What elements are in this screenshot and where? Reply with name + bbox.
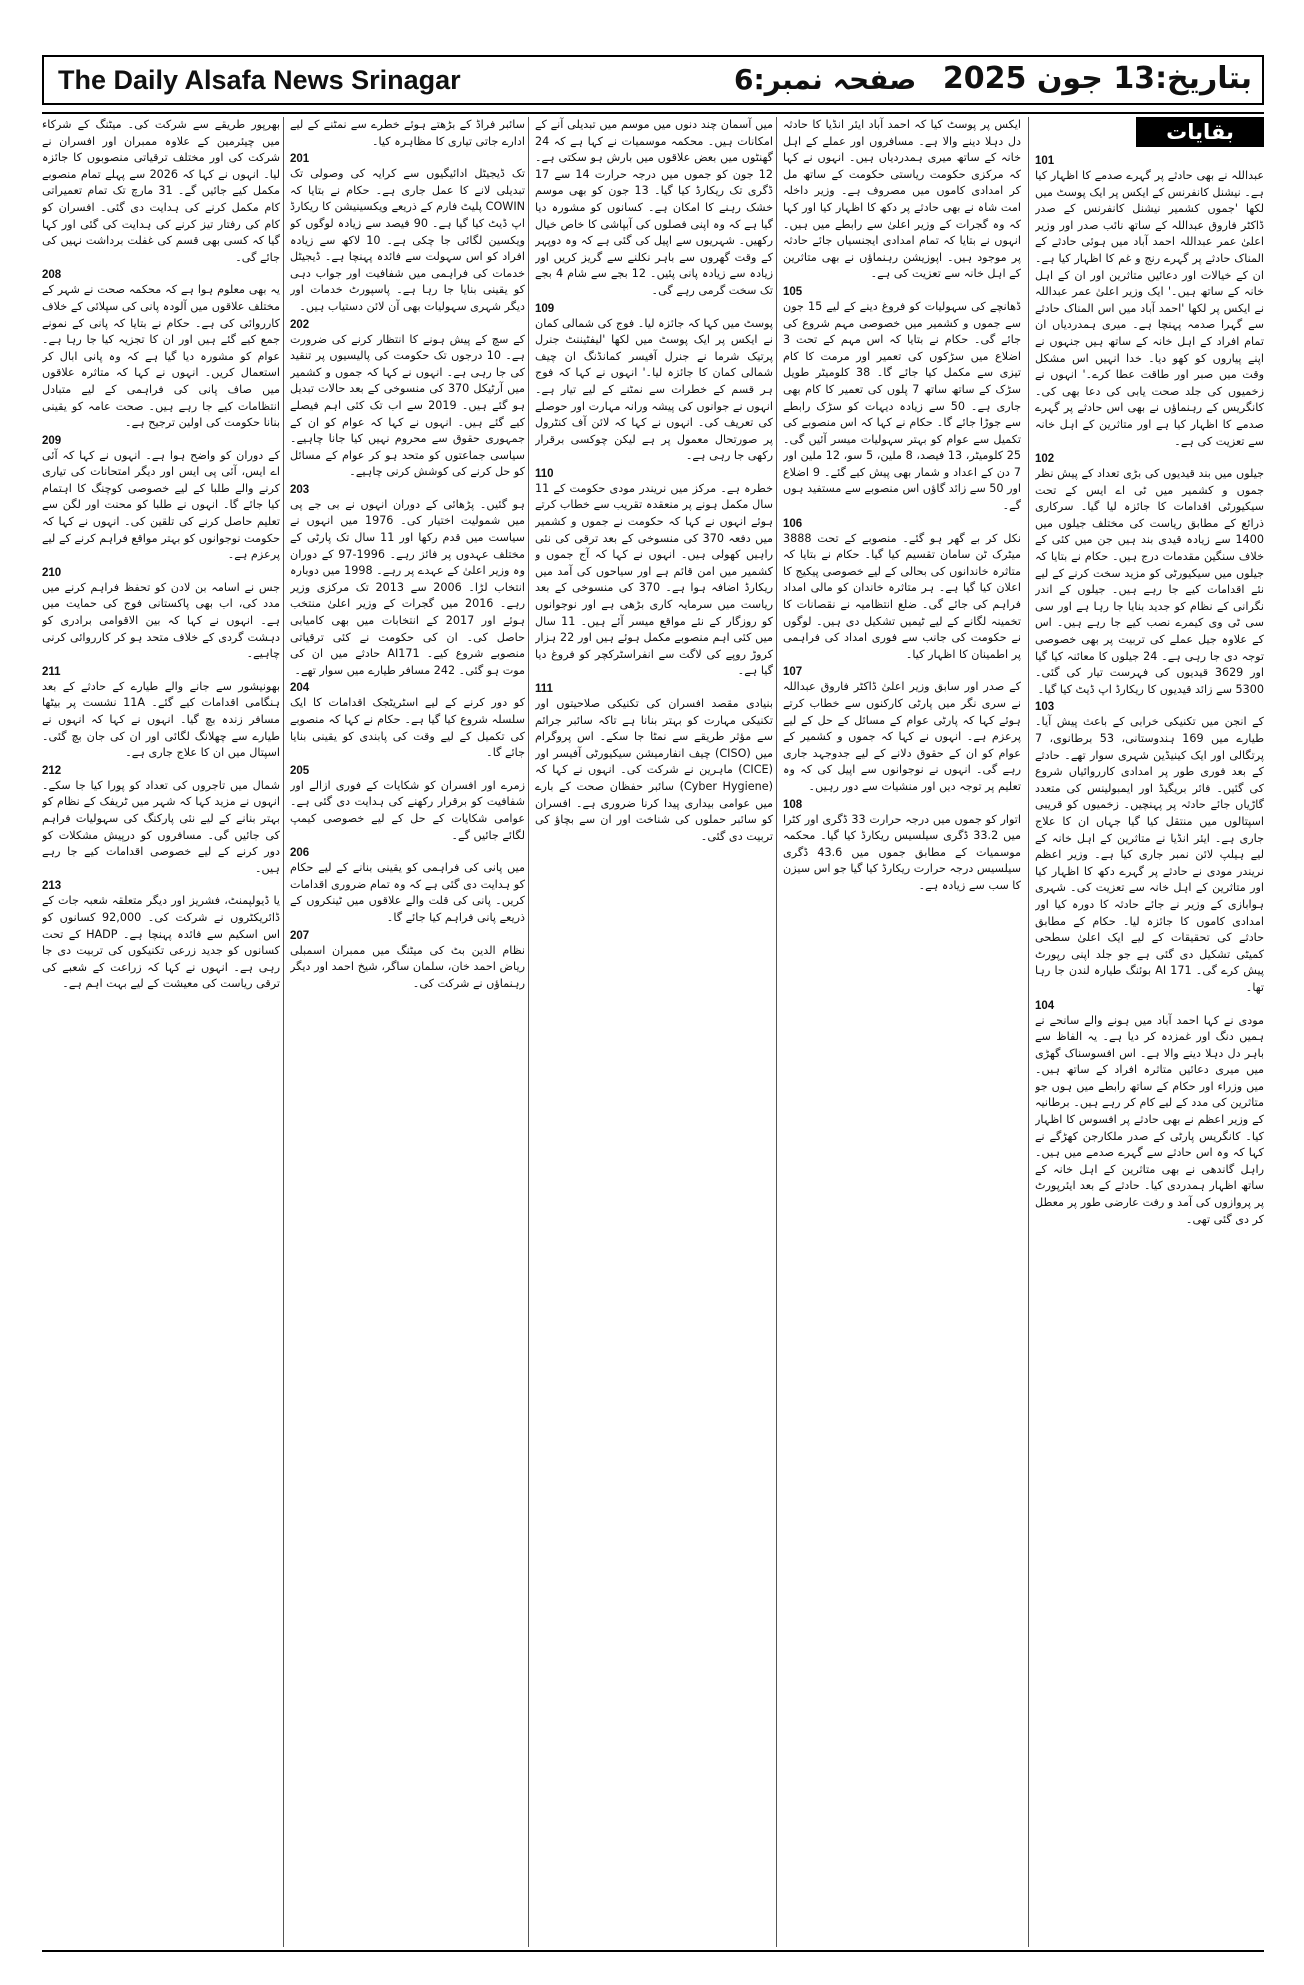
news-column-1 <box>1035 152 1264 1947</box>
issue-date: بتاریخ:13 جون 2025 <box>942 61 1252 96</box>
story-text: کے صدر اور سابق وزیر اعلیٰ ڈاکٹر فاروق عبداللہ نے سری نگر میں پارٹی کارکنوں سے خطاب کرتے ہوئے کہا کہ پارٹی عوام کے مسائل کے حل کے لیے پرعزم ہے۔ انہوں نے کہا کہ جموں و کشمیر کے عوام کو ان کے حقوق دلانے کے لیے جدوجہد جاری رہے گی۔ انہوں نے نوجوانوں سے اپیل کی کہ وہ تعلیم پر توجہ دیں اور منشیات سے دور رہیں۔ <box>783 680 1021 793</box>
story-number: 102 <box>1035 453 1055 466</box>
story-text: کے سچ کے پیش ہونے کا انتظار کرنے کی ضرورت ہے۔ 10 درجوں تک حکومت کی پالیسیوں پر تنقید کی جا رہی ہے۔ انہوں نے کہا کہ جموں و کشمیر میں آرٹیکل 370 کی منسوخی کے بعد حالات تبدیل ہو گئے ہیں۔ 2019 سے اب تک کئی اہم فیصلے کیے گئے ہیں۔ انہوں نے کہا کہ عوام کو ان کے جمہوری حقوق سے محروم نہیں کیا جانا چاہیے۔ سیاسی جماعتوں کو متحد ہو کر عوام کے مسائل کو حل کرنے کی کوشش کرنی چاہیے۔ <box>290 332 525 479</box>
newspaper-header <box>42 55 1264 105</box>
story-text: پوسٹ میں کہا کہ جائزہ لیا۔ فوج کی شمالی کمان نے ایکس پر ایک پوسٹ میں لکھا 'لیفٹیننٹ جنرل پرتیک شرما نے جنرل آفیسر کمانڈنگ ان چیف شمالی کمان کا جائزہ لیا۔' انہوں نے کہا کہ فوج ہر قسم کے خطرات سے نمٹنے کے لیے تیار ہے۔ انہوں نے جوانوں کی پیشہ ورانہ مہارت اور حوصلے کی تعریف کی۔ انہوں نے کہا کہ لائن آف کنٹرول پر صورتحال معمول پر ہے لیکن چوکسی برقرار رکھی جا رہی ہے۔ <box>535 316 773 463</box>
news-column-4 <box>290 117 525 1947</box>
bottom-rule <box>42 1950 1264 1952</box>
section-title: بقایات <box>1136 117 1264 147</box>
story-number: 207 <box>290 929 310 942</box>
story-number: 109 <box>535 302 555 315</box>
story-number: 201 <box>290 153 310 166</box>
story-number: 206 <box>290 847 310 860</box>
story-text: عبداللہ نے بھی حادثے پر گہرے صدمے کا اظہار کیا ہے۔ نیشنل کانفرنس کے ایکس پر ایک پوسٹ میں لکھا 'جموں کشمیر نیشنل کانفرنس کے صدر ڈاکٹر فاروق عبداللہ کے ساتھ نائب صدر اور وزیر اعلیٰ عمر عبداللہ احمد آباد میں ہوئی حادثے کے المناک حادثے پر گہرے رنج و غم کا اظہار کیا ہے۔ ان کے خیالات اور دعائیں متاثرین اور ان کے اہل خانہ کے ساتھ ہیں۔' ایک وزیر اعلیٰ عمر عبداللہ نے ایکس پر لکھا 'احمد آباد میں اس المناک حادثے سے گہرا صدمہ پہنچا ہے۔ میری ہمدردیاں ان تمام افراد کے اہل خانہ کے ساتھ ہیں جنہوں نے اپنے پیاروں کو کھو دیا۔ خدا انہیں اس مشکل وقت میں صبر اور طاقت عطا کرے۔' انہوں نے زخمیوں کی جلد صحت یابی کی دعا بھی کی۔ کانگریس کے رہنماؤں نے بھی اس حادثے پر گہرے صدمے کا اظہار کیا ہے اور متاثرین کے اہل خانہ سے تعزیت کی ہے۔ <box>1035 169 1264 448</box>
story-number: 211 <box>42 665 61 678</box>
story-number: 101 <box>1035 155 1055 167</box>
story-text: سائبر فراڈ کے بڑھتے ہوئے خطرے سے نمٹنے کے لیے ادارے جاتی تیاری کا مظاہرہ کیا۔ <box>290 118 525 148</box>
story-number: 205 <box>290 764 310 777</box>
story-text: ایکس پر پوسٹ کیا کہ احمد آباد ایئر انڈیا کا حادثہ دل دہلا دینے والا ہے۔ مسافروں اور عملے کے اہل خانہ کے ساتھ میری ہمدردیاں ہیں۔ انہوں نے کہا کہ مرکزی حکومت ریاستی حکومت کے ساتھ مل کر امدادی کاموں میں مصروف ہے۔ وزیر داخلہ امت شاہ نے بھی حادثے پر دکھ کا اظہار کیا اور کہا کہ وہ گجرات کے وزیر اعلیٰ سے رابطے میں ہیں۔ انہوں نے بتایا کہ تمام امدادی ایجنسیاں جائے حادثہ پر موجود ہیں۔ اپوزیشن رہنماؤں نے بھی متاثرین کے اہل خانہ سے تعزیت کی ہے۔ <box>783 118 1021 281</box>
news-column-5 <box>42 117 280 1947</box>
story-text: ہو گئیں۔ پڑھائی کے دوران انہوں نے بی جے پی میں شمولیت اختیار کی۔ 1976 میں انہوں نے سیاست میں قدم رکھا اور 11 سال تک پارٹی کے مختلف عہدوں پر فائز رہے۔ 1996-97 کے دوران وہ وزیر اعلیٰ کے عہدے پر رہے۔ 1998 میں دوبارہ انتخاب لڑا۔ 2006 سے 2013 تک مرکزی وزیر رہے۔ 2016 میں گجرات کے وزیر اعلیٰ منتخب ہوئے اور 2017 کے انتخابات میں بھی کامیابی حاصل کی۔ ان کی حکومت نے کئی ترقیاتی منصوبے شروع کیے۔ AI171 حادثے میں ان کی موت ہو گئی۔ 242 مسافر طیارے میں سوار تھے۔ <box>290 497 525 677</box>
story-number: 210 <box>42 566 62 579</box>
story-number: 107 <box>783 666 803 679</box>
story-text: میں پانی کی فراہمی کو یقینی بنانے کے لیے حکام کو ہدایت دی گئی ہے کہ وہ تمام ضروری اقدامات کریں۔ پانی کی قلت والے علاقوں میں ٹینکروں کے ذریعے پانی فراہم کیا جائے گا۔ <box>290 861 525 924</box>
story-number: 108 <box>783 798 803 811</box>
top-rule <box>42 112 1264 114</box>
story-number: 203 <box>290 483 310 496</box>
story-number: 213 <box>42 880 62 893</box>
story-number: 104 <box>1035 999 1055 1012</box>
story-text: جس نے اسامہ بن لادن کو تحفظ فراہم کرنے میں مدد کی، اب بھی پاکستانی فوج کی حمایت میں ہے۔ انہوں نے کہا کہ بین الاقوامی برادری کو دہشت گردی کے خلاف متحد ہو کر کارروائی کرنی چاہیے۔ <box>42 580 280 661</box>
story-text: اتوار کو جموں میں درجہ حرارت 33 ڈگری اور کٹرا میں 33.2 ڈگری سیلسیس ریکارڈ کیا گیا۔ محکمہ موسمیات کے مطابق جموں میں 43.6 ڈگری سیلسیس درجہ حرارت ریکارڈ کیا گیا جو اس سیزن کا سب سے زیادہ ہے۔ <box>783 812 1021 892</box>
story-text: نظام الدین بٹ کی میٹنگ میں ممبران اسمبلی ریاض احمد خان، سلمان ساگر، شیخ احمد اور دیگر رہنماؤں نے شرکت کی۔ <box>290 943 525 990</box>
story-text: خطرہ ہے۔ مرکز میں نریندر مودی حکومت کے 11 سال مکمل ہونے پر منعقدہ تقریب سے خطاب کرتے ہوئے انہوں نے کہا کہ حکومت نے جموں و کشمیر میں دفعہ 370 کی منسوخی کے بعد ترقی کی نئی راہیں کھولی ہیں۔ انہوں نے کہا کہ آج جموں و کشمیر میں امن قائم ہے اور سیاحوں کی آمد میں ریکارڈ اضافہ ہوا ہے۔ 370 کی منسوخی کے بعد ریاست میں سرمایہ کاری بڑھی ہے اور نوجوانوں کو روزگار کے نئے مواقع میسر آئے ہیں۔ 11 سال میں کئی اہم منصوبے مکمل ہوئے ہیں اور 22 ہزار کروڑ روپے کی لاگت سے انفراسٹرکچر کو فروغ دیا گیا ہے۔ <box>535 481 773 678</box>
story-number: 212 <box>42 764 62 777</box>
story-text: ڈھانچے کی سہولیات کو فروغ دینے کے لیے 15 جون سے جموں و کشمیر میں خصوصی مہم شروع کی جائے گی۔ حکام نے بتایا کہ اس مہم کے تحت 3 اضلاع میں سڑکوں کی تعمیر اور مرمت کا کام تیزی سے مکمل کیا جائے گا۔ 38 کلومیٹر طویل سڑک کے ساتھ ساتھ 7 پلوں کی تعمیر کا کام بھی جاری ہے۔ 50 سے زیادہ دیہات کو سڑک رابطے سے جوڑا جائے گا۔ حکام نے کہا کہ اس منصوبے کی تکمیل سے عوام کو بہتر سہولیات میسر آئیں گی۔ 25 کلومیٹر، 13 فیصد، 8 ملین، 5 سو، 12 ملین اور 7 دن کے اعداد و شمار بھی پیش کیے گئے۔ 9 اضلاع اور 50 سے زائد گاؤں اس منصوبے سے مستفید ہوں گے۔ <box>783 299 1021 513</box>
newspaper-title: The Daily Alsafa News Srinagar <box>58 65 461 95</box>
story-text: یا ڈیولپمنٹ، فشریز اور دیگر متعلقہ شعبہ جات کے ڈائریکٹروں نے شرکت کی۔ 92,000 کسانوں کو اس اسکیم سے فائدہ پہنچا ہے۔ HADP کے تحت کسانوں کو جدید زرعی تکنیکوں کی تربیت دی جا رہی ہے۔ انہوں نے کہا کہ زراعت کے شعبے کی ترقی ریاست کی معیشت کے لیے بہت اہم ہے۔ <box>42 894 280 991</box>
story-text: میں آسمان چند دنوں میں موسم میں تبدیلی آنے کے امکانات ہیں۔ محکمہ موسمیات نے کہا ہے کہ 24 گھنٹوں میں بعض علاقوں میں بارش ہو سکتی ہے۔ 12 جون کو جموں میں درجہ حرارت 14 سے 17 ڈگری تک ریکارڈ کیا گیا۔ 13 جون کو بھی موسم خشک رہنے کا امکان ہے۔ کسانوں کو مشورہ دیا گیا ہے کہ وہ اپنی فصلوں کی آبپاشی کا خاص خیال رکھیں۔ شہریوں سے اپیل کی گئی ہے کہ وہ دوپہر کے وقت گھروں سے باہر نکلنے سے گریز کریں اور زیادہ سے زیادہ پانی پئیں۔ 12 بجے سے شام 4 بجے تک سخت گرمی رہے گی۔ <box>535 118 773 297</box>
story-number: 209 <box>42 434 62 447</box>
story-text: بنیادی مقصد افسران کی تکنیکی صلاحیتوں اور تکنیکی مہارت کو بہتر بنانا ہے تاکہ سائبر جرائم سے مؤثر طریقے سے نمٹا جا سکے۔ اس پروگرام میں (CISO) چیف انفارمیشن سیکیورٹی آفیسر اور (CICE) ماہرین نے شرکت کی۔ انہوں نے کہا کہ (Cyber Hygiene) سائبر حفظان صحت کے بارے میں عوامی بیداری پیدا کرنا ضروری ہے۔ افسران کو سائبر حملوں کی شناخت اور ان سے بچاؤ کی تربیت دی گئی۔ <box>535 697 773 843</box>
story-text: بھونیشور سے جانے والے طیارے کے حادثے کے بعد ہنگامی اقدامات کیے گئے۔ 11A نشست پر بیٹھا مسافر زندہ بچ گیا۔ انہوں نے کہا کہ انہوں نے طیارے سے چھلانگ لگائی اور ان کی جان بچ گئی۔ اسپتال میں ان کا علاج جاری ہے۔ <box>42 679 280 760</box>
column-divider <box>528 117 529 1947</box>
story-text: بھرپور طریقے سے شرکت کی۔ میٹنگ کے شرکاء میں چیئرمین کے علاوہ ممبران اور افسران نے شرکت کی اور مختلف ترقیاتی منصوبوں کا جائزہ لیا۔ انہوں نے کہا کہ 2026 سے پہلے تمام منصوبے مکمل کیے جائیں گے۔ 31 مارچ تک تمام تعمیراتی کام مکمل کرنے کی ہدایت دی گئی۔ افسران کو کام کی رفتار تیز کرنے کی ہدایت کی گئی اور کہا گیا کہ کسی بھی قسم کی غفلت برداشت نہیں کی جائے گی۔ <box>42 118 280 264</box>
column-divider <box>1028 117 1029 1947</box>
story-text: کو دور کرنے کے لیے اسٹریٹجک اقدامات کا ایک سلسلہ شروع کیا گیا ہے۔ حکام نے کہا کہ منصوبے کی تکمیل کے لیے وقت کی پابندی کو یقینی بنایا جائے گا۔ <box>290 696 525 760</box>
story-number: 204 <box>290 682 310 695</box>
story-number: 202 <box>290 318 310 331</box>
page-number: صفحہ نمبر:6 <box>734 63 917 96</box>
news-column-3 <box>535 117 773 1947</box>
story-text: تک ڈیجیٹل ادائیگیوں سے کرایہ کی وصولی تک تبدیلی لانے کا عمل جاری ہے۔ حکام نے بتایا کہ COWIN پلیٹ فارم کے ذریعے ویکسینیشن کا ریکارڈ اپ ڈیٹ کیا گیا ہے۔ 90 فیصد سے زیادہ لوگوں کو ویکسین لگائی جا چکی ہے۔ 10 لاکھ سے زیادہ افراد کو اس سہولت سے فائدہ پہنچا ہے۔ ڈیجیٹل خدمات کی فراہمی میں شفافیت اور جواب دہی کو یقینی بنایا جا رہا ہے۔ پاسپورٹ خدمات اور دیگر شہری سہولیات بھی آن لائن دستیاب ہیں۔ <box>290 167 525 313</box>
story-number: 111 <box>535 683 553 695</box>
story-number: 110 <box>535 467 554 480</box>
story-text: زمرے اور افسران کو شکایات کے فوری ازالے اور شفافیت کو برقرار رکھنے کی ہدایت دی گئی ہے۔ عوامی شکایات کے حل کے لیے خصوصی کیمپ لگائے جائیں گے۔ <box>290 778 525 842</box>
story-number: 105 <box>783 285 803 298</box>
story-number: 208 <box>42 269 62 282</box>
story-text: جیلوں میں بند قیدیوں کی بڑی تعداد کے پیش نظر جموں و کشمیر میں ٹی اے ایس کے تحت سیکیورٹی اقدامات کا جائزہ لیا گیا۔ سرکاری ذرائع کے مطابق ریاست کی مختلف جیلوں میں 1400 سے زیادہ قیدی بند ہیں جن میں کئی کے خلاف سنگین مقدمات درج ہیں۔ حکام نے بتایا کہ جیلوں میں سیکیورٹی کو مزید سخت کرنے کے لیے نئے اقدامات کیے جا رہے ہیں۔ جیلوں کے اندر نگرانی کے نظام کو جدید بنایا جا رہا ہے اور سی سی ٹی وی کیمرے نصب کیے جا رہے ہیں۔ اس کے علاوہ جیل عملے کی تربیت پر بھی خصوصی توجہ دی جا رہی ہے۔ 24 جیلوں کا معائنہ کیا گیا اور 3629 قیدیوں کی فہرست تیار کی گئی۔ 5300 سے زائد قیدیوں کا ریکارڈ اپ ڈیٹ کیا گیا۔ <box>1035 467 1264 696</box>
news-column-2 <box>783 117 1021 1947</box>
story-text: یہ بھی معلوم ہوا ہے کہ محکمہ صحت نے شہر کے مختلف علاقوں میں آلودہ پانی کی سپلائی کے خلاف کارروائی کی ہے۔ حکام نے بتایا کہ پانی کے نمونے جمع کیے گئے ہیں اور ان کا تجزیہ کیا جا رہا ہے۔ عوام کو مشورہ دیا گیا ہے کہ وہ پانی ابال کر استعمال کریں۔ انہوں نے کہا کہ متاثرہ علاقوں میں صاف پانی کی فراہمی کے لیے متبادل انتظامات کیے جا رہے ہیں۔ صحت عامہ کو یقینی بنانا حکومت کی اولین ترجیح ہے۔ <box>42 283 280 430</box>
story-text: کے انجن میں تکنیکی خرابی کے باعث پیش آیا۔ طیارے میں 169 ہندوستانی، 53 برطانوی، 7 پرتگالی اور ایک کینیڈین شہری سوار تھے۔ حادثے کے بعد فوری طور پر امدادی کارروائیاں شروع کی گئیں۔ فائر بریگیڈ اور ایمبولینس کی متعدد گاڑیاں جائے حادثہ پر پہنچیں۔ زخمیوں کو قریبی اسپتالوں میں منتقل کیا گیا جہاں ان کا علاج جاری ہے۔ ایئر انڈیا نے متاثرین کے اہل خانہ کے لیے ہیلپ لائن نمبر جاری کیا ہے۔ وزیر اعظم نریندر مودی نے حادثے پر گہرے دکھ کا اظہار کیا اور متاثرین کے اہل خانہ سے تعزیت کی۔ شہری ہوابازی کے وزیر نے جائے حادثہ کا دورہ کیا اور امدادی کاموں کا جائزہ لیا۔ حکام کے مطابق حادثے کی تحقیقات کے لیے ایک اعلیٰ سطحی کمیٹی تشکیل دی گئی ہے جو جلد اپنی رپورٹ پیش کرے گی۔ AI 171 بوئنگ طیارہ لندن جا رہا تھا۔ <box>1035 715 1264 994</box>
story-number: 103 <box>1035 701 1055 714</box>
story-number: 106 <box>783 517 803 530</box>
story-text: شمال میں تاجروں کی تعداد کو پورا کیا جا سکے۔ انہوں نے مزید کہا کہ شہر میں ٹریفک کے نظام کو بہتر بنانے کے لیے نئی پارکنگ کی سہولیات فراہم کی جائیں گی۔ مسافروں کو درپیش مشکلات کو دور کرنے کے لیے خصوصی اقدامات کیے جا رہے ہیں۔ <box>42 778 280 875</box>
story-text: کے دوران کو واضح ہوا ہے۔ انہوں نے کہا کہ آئی اے ایس، آئی پی ایس اور دیگر امتحانات کی تیاری کرنے والے طلبا کے لیے خصوصی کوچنگ کا اہتمام کیا جائے گا۔ انہوں نے طلبا کو محنت اور لگن سے تعلیم حاصل کرنے کی تلقین کی۔ انہوں نے کہا کہ حکومت نوجوانوں کو بہتر مواقع فراہم کرنے کے لیے پرعزم ہے۔ <box>42 448 280 562</box>
story-text: مودی نے کہا احمد آباد میں ہونے والے سانحے نے ہمیں دنگ اور غمزدہ کر دیا ہے۔ یہ الفاظ سے باہر دل دہلا دینے والا ہے۔ اس افسوسناک گھڑی میں میری دعائیں متاثرہ افراد کے ساتھ ہیں۔ میں وزراء اور حکام کے ساتھ رابطے میں ہوں جو متاثرین کی مدد کے لیے کام کر رہے ہیں۔ برطانیہ کے وزیر اعظم نے بھی حادثے پر افسوس کا اظہار کیا۔ کانگریس پارٹی کے صدر ملکارجن کھڑگے نے کہا کہ وہ اس حادثے سے گہرے صدمے میں ہیں۔ راہل گاندھی نے بھی متاثرین کے اہل خانہ کے ساتھ اظہار ہمدردی کیا۔ حادثے کے بعد ایئرپورٹ پر پروازوں کی آمد و رفت عارضی طور پر معطل کر دی گئی تھی۔ <box>1035 1013 1264 1226</box>
story-text: نکل کر بے گھر ہو گئے۔ منصوبے کے تحت 3888 میٹرک ٹن سامان تقسیم کیا گیا۔ حکام نے بتایا کہ متاثرہ خاندانوں کی بحالی کے لیے خصوصی پیکیج کا اعلان کیا گیا ہے۔ ہر متاثرہ خاندان کو مالی امداد فراہم کی جائے گی۔ ضلع انتظامیہ نے نقصانات کا تخمینہ لگانے کے لیے ٹیمیں تشکیل دی ہیں۔ لوگوں نے حکومت کی جانب سے فوری امداد کی فراہمی پر اطمینان کا اظہار کیا۔ <box>783 531 1021 661</box>
column-divider <box>776 117 777 1947</box>
column-divider <box>283 117 284 1947</box>
